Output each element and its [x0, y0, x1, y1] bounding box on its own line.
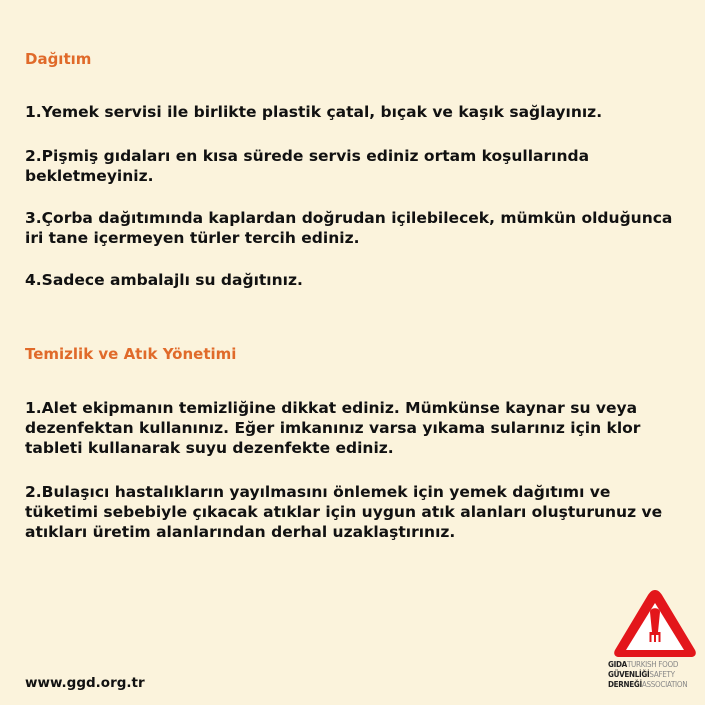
ggd-logo [604, 588, 700, 698]
list-item: 2.Bulaşıcı hastalıkların yayılmasını önlemek için yemek dağıtımı ve tüketimi sebebiyle çıkacak atıklar için uygun atık alanları oluşturunuz ve atıkları üretim alanlarından derhal uzaklaştırınız. [25, 483, 663, 541]
list-item: 1.Yemek servisi ile birlikte plastik çatal, bıçak ve kaşık sağlayınız. [25, 103, 603, 121]
list-item: 1.Alet ekipmanın temizliğine dikkat ediniz. Mümkünse kaynar su veya dezenfektan kullanınız. Eğer imkanınız varsa yıkama sularınız için klor tableti kullanarak suyu dezenfekte ediniz. [25, 399, 641, 457]
list-item: 4.Sadece ambalajlı su dağıtınız. [25, 271, 303, 289]
logo-text: GIDATURKISH FOOD GÜVENLİĞİSAFETY DERNEĞİASSOCIATION [608, 660, 688, 689]
list-item: 2.Pişmiş gıdaları en kısa sürede servis ediniz ortam koşullarında bekletmeyiniz. [25, 147, 590, 185]
warning-triangle-fork-icon [612, 588, 698, 658]
section-heading-distribution: Dağıtım [25, 50, 92, 68]
list-item: 3.Çorba dağıtımında kaplardan doğrudan içilebilecek, mümkün olduğunca iri tane içermeyen türler tercih ediniz. [25, 209, 673, 247]
section-heading-cleaning: Temizlik ve Atık Yönetimi [25, 345, 237, 363]
website-link[interactable]: www.ggd.org.tr [25, 675, 145, 691]
